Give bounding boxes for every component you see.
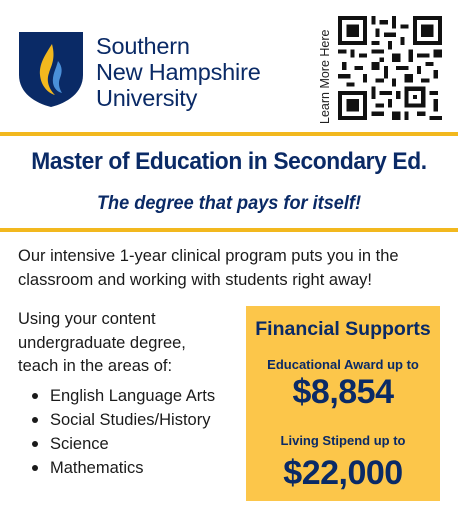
bullet-icon bbox=[32, 393, 38, 399]
snhu-shield-logo-icon bbox=[18, 31, 84, 108]
list-item bbox=[32, 432, 252, 456]
qr-code[interactable] bbox=[338, 16, 442, 120]
gold-divider-bottom bbox=[0, 228, 458, 232]
award-amount: $8,854 bbox=[292, 373, 394, 411]
program-intro: Our intensive 1-year clinical program puts you in the classroom and working with students right away! bbox=[18, 247, 399, 289]
list-item-label: English Language Arts bbox=[50, 387, 216, 405]
list-item-label: Mathematics bbox=[50, 459, 144, 477]
bullet-icon bbox=[32, 465, 38, 471]
financial-supports-title: Financial Supports bbox=[255, 318, 431, 340]
award-label: Educational Award up to bbox=[267, 357, 419, 372]
list-item bbox=[32, 384, 252, 408]
qr-caption: Learn More Here bbox=[318, 29, 332, 124]
areas-intro-line: teach in the areas of: bbox=[18, 357, 173, 375]
program-tagline: The degree that pays for itself! bbox=[96, 192, 362, 214]
program-title: Master of Education in Secondary Ed. bbox=[31, 148, 427, 175]
list-item bbox=[32, 456, 252, 480]
bullet-icon bbox=[32, 441, 38, 447]
gold-divider-top bbox=[0, 132, 458, 136]
list-item-label: Social Studies/History bbox=[50, 411, 211, 429]
logo-line: Southern bbox=[96, 33, 190, 59]
header bbox=[0, 0, 458, 132]
bullet-icon bbox=[32, 417, 38, 423]
financial-supports-box bbox=[246, 306, 440, 501]
logo-line: University bbox=[96, 85, 198, 111]
list-item bbox=[32, 408, 252, 432]
list-item-label: Science bbox=[50, 435, 109, 453]
stipend-label: Living Stipend up to bbox=[280, 433, 406, 448]
areas-intro bbox=[18, 308, 238, 379]
stipend-amount: $22,000 bbox=[283, 454, 403, 492]
logo-line: New Hampshire bbox=[96, 59, 261, 85]
university-name bbox=[96, 33, 261, 111]
teaching-areas-list bbox=[32, 384, 252, 480]
areas-intro-line: undergraduate degree, bbox=[18, 333, 186, 352]
areas-intro-line: Using your content bbox=[18, 310, 156, 328]
